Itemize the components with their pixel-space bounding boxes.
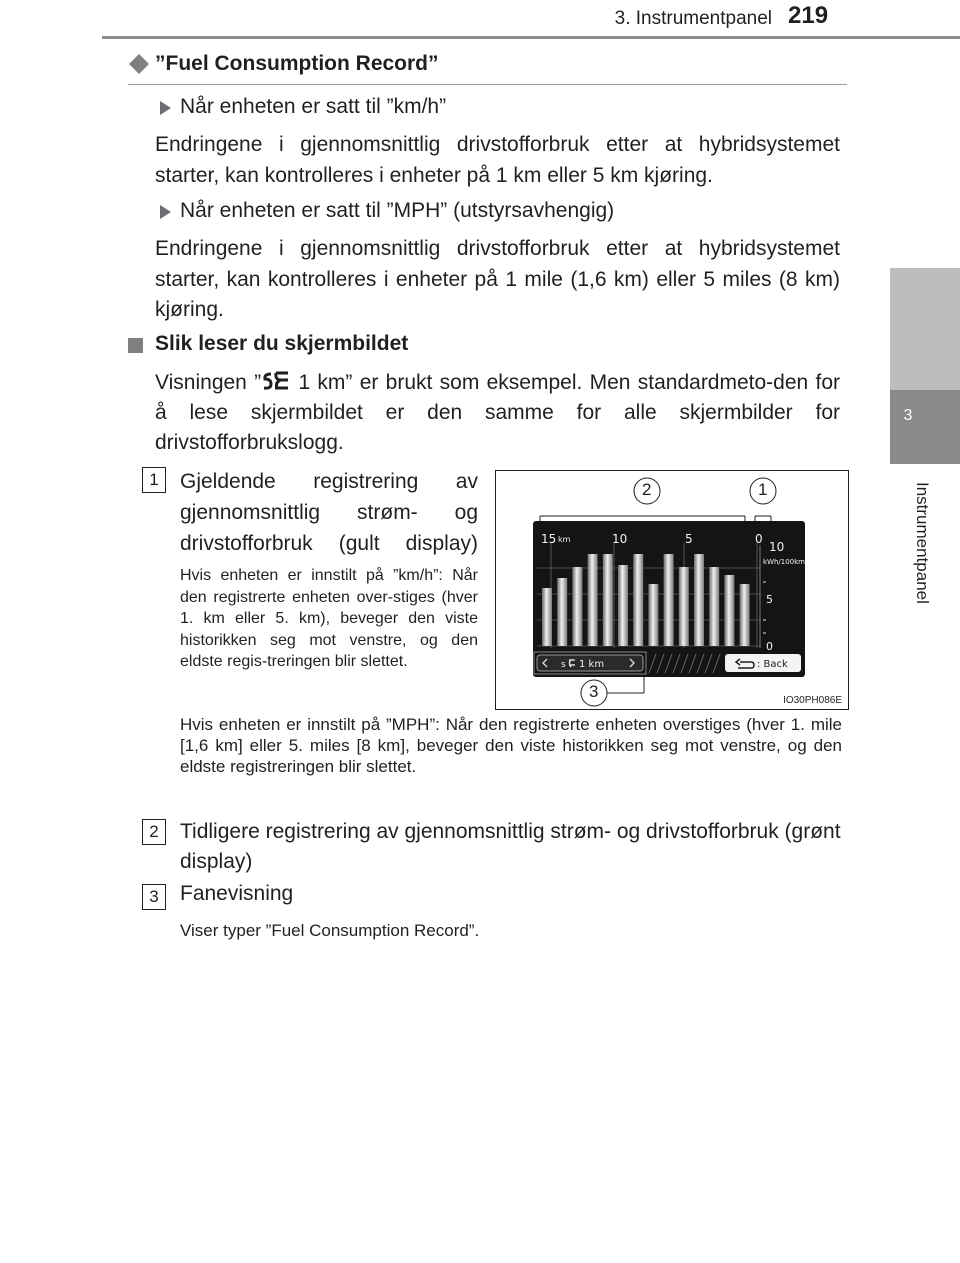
- x-tick-15: 15: [541, 532, 557, 546]
- item-number: 1: [142, 467, 166, 493]
- consumption-bar: [572, 567, 582, 646]
- kmh-text: Endringene i gjennomsnittlig drivstofforbruk etter at hybridsystemet starter, kan kontrolleres i enheter på 1 km eller 5 km kjøring.: [155, 133, 840, 187]
- arrow-bullet-icon: [160, 101, 171, 115]
- back-label: : Back: [757, 659, 788, 670]
- consumption-bar: [679, 567, 689, 646]
- consumption-bar: [633, 554, 643, 646]
- consumption-bar: [694, 554, 704, 646]
- consumption-bar: [664, 554, 674, 646]
- x-tick-0: 0: [755, 532, 763, 546]
- subsection-intro: [155, 368, 840, 458]
- side-tab-number: 3: [903, 407, 913, 424]
- callout-2-label: 2: [642, 480, 652, 499]
- kmh-heading: Når enheten er satt til ”km/h”: [180, 95, 447, 118]
- display-screen: [533, 521, 805, 677]
- item-2-title: Tidligere registrering av gjennomsnittlig strøm- og drivstofforbruk (grønt display): [180, 820, 841, 873]
- x-tick-unit: km: [558, 535, 571, 544]
- chapter-title: 3. Instrumentpanel: [614, 8, 772, 29]
- callout-3-label: 3: [589, 682, 599, 701]
- subsection-title: Slik leser du skjermbildet: [155, 332, 409, 355]
- y-unit: kWh/100km: [763, 558, 805, 566]
- consumption-bar: [588, 554, 598, 646]
- consumption-bar-chart: [533, 521, 805, 677]
- diamond-icon: [128, 53, 150, 75]
- item-1-note-kmh: Hvis enheten er innstilt på ”km/h”: Når den registrerte enheten over-stiges (hver 1. km eller 5. km), beveger den viste historikken seg mot venstre, og den eldste regis-treringen blir slettet.: [180, 567, 478, 670]
- callout-1-label: 1: [758, 480, 768, 499]
- figure-code: IO30PH086E: [783, 695, 842, 706]
- item-1-title: Gjeldende registrering av gjennomsnittlig strøm- og drivstofforbruk (gult display): [180, 470, 478, 555]
- display-figure: [495, 470, 849, 710]
- section-title: ”Fuel Consumption Record”: [155, 52, 439, 75]
- fuel-economy-icon: s: [561, 660, 566, 670]
- item-number: 2: [142, 819, 166, 845]
- consumption-bar: [648, 584, 658, 646]
- page-number: 219: [788, 2, 829, 29]
- consumption-bar: [603, 554, 613, 646]
- item-1-note-mph: Hvis enheten er innstilt på ”MPH”: Når den registrerte enheten overstiges (hver 1. mile [1,6 km] eller 5. miles [8 km], beveger den viste historikken seg mot venstre, og den eldste registreringen blir slettet.: [180, 715, 842, 776]
- consumption-bar: [709, 567, 719, 646]
- tab-label: 1 km: [579, 659, 605, 670]
- arrow-bullet-icon: [160, 205, 171, 219]
- y-tick-5: 5: [766, 593, 773, 606]
- mph-text: Endringene i gjennomsnittlig drivstofforbruk etter at hybridsystemet starter, kan kontrolleres i enheter på 1 mile (1,6 km) eller 5 miles (8 km) kjøring.: [155, 237, 840, 321]
- square-bullet-icon: [128, 338, 143, 353]
- item-3-note: Viser typer ”Fuel Consumption Record”.: [180, 921, 480, 940]
- consumption-bar: [618, 565, 628, 646]
- fuel-economy-icon: [261, 370, 291, 392]
- section-rule: [128, 84, 847, 85]
- consumption-bar: [740, 584, 750, 646]
- x-tick-10: 10: [612, 532, 628, 546]
- mph-heading: Når enheten er satt til ”MPH” (utstyrsavhengig): [180, 199, 615, 222]
- y-tick-10: 10: [769, 540, 785, 554]
- consumption-bar: [557, 578, 567, 646]
- x-tick-5: 5: [685, 532, 693, 546]
- side-tab-marker: [890, 390, 960, 464]
- side-tab-label: Instrumentpanel: [913, 482, 932, 604]
- intro-text-start: Visningen ”: [155, 371, 262, 394]
- y-tick-0: 0: [766, 640, 773, 653]
- intro-text-end: 1 km” er brukt som eksempel. Men standardmeto-den for å lese skjermbildet er den samme for alle skjermbilder for drivstofforbrukslogg.: [155, 371, 841, 454]
- item-number: 3: [142, 884, 166, 910]
- header-rule: [102, 36, 960, 39]
- consumption-bar: [542, 588, 552, 646]
- consumption-bar: [724, 575, 734, 646]
- item-3-title: Fanevisning: [180, 882, 294, 905]
